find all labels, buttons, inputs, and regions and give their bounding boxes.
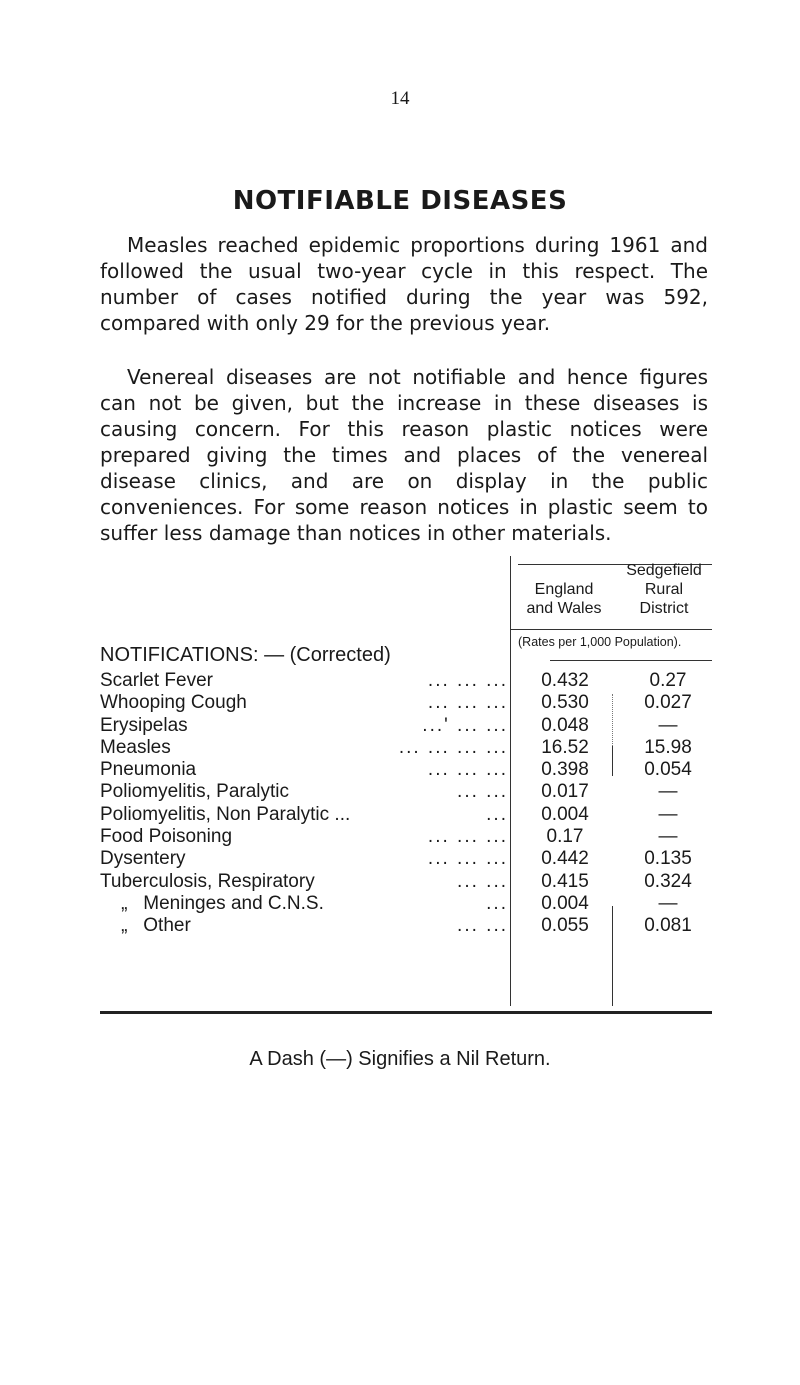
value-england: 0.442 bbox=[541, 848, 589, 870]
table-row bbox=[100, 893, 712, 915]
row-leader-dots: ... ... ... bbox=[427, 759, 508, 781]
rates-note: (Rates per 1,000 Population). bbox=[518, 635, 682, 649]
header-england-line1: England bbox=[534, 581, 594, 598]
row-leader-dots: ... ... ... bbox=[427, 670, 508, 691]
row-leader-dots: ... ... ... bbox=[427, 848, 508, 870]
row-label: Dysentery bbox=[100, 848, 186, 870]
row-label: Poliomyelitis, Non Paralytic ... bbox=[100, 803, 351, 825]
row-leader-dots: ...' ... ... bbox=[422, 714, 508, 736]
column-divider-right-faint bbox=[612, 694, 613, 746]
table-row bbox=[100, 826, 712, 848]
row-label: Pneumonia bbox=[100, 759, 197, 781]
value-sedgefield: 0.324 bbox=[644, 870, 692, 892]
notifications-title: NOTIFICATIONS: — (Corrected) bbox=[100, 644, 391, 666]
row-leader-dots: ... ... bbox=[457, 915, 508, 937]
column-divider-right bbox=[612, 746, 613, 776]
row-label: Erysipelas bbox=[100, 714, 188, 736]
table-row bbox=[100, 759, 712, 781]
value-england: 0.017 bbox=[541, 781, 589, 803]
value-sedgefield: — bbox=[658, 714, 678, 736]
value-sedgefield: 0.027 bbox=[644, 692, 692, 714]
header-england-line2: and Wales bbox=[526, 600, 602, 617]
header-sedgefield-line2: Rural bbox=[644, 581, 684, 598]
value-sedgefield: 0.27 bbox=[649, 670, 687, 691]
table-row bbox=[100, 692, 712, 714]
rates-rule bbox=[550, 660, 712, 661]
value-england: 0.415 bbox=[541, 870, 589, 892]
table-row bbox=[100, 715, 712, 737]
value-england: 0.17 bbox=[546, 826, 584, 848]
header-sedgefield-line1: Sedgefield bbox=[626, 562, 702, 579]
table-body bbox=[100, 670, 712, 938]
table-row bbox=[100, 915, 712, 937]
paragraph-venereal: Venereal diseases are not notifiable and hence figures can not be given, but the increase in these diseases is causing concern. For this reason plastic notices were prepared giving the times and places of the venereal disease clinics, and are on display in the public conveniences. For some reason notices in plastic seem to suffer less damage than notices in other materials. bbox=[100, 365, 708, 545]
row-label: „ Other bbox=[100, 915, 191, 937]
value-sedgefield: 15.98 bbox=[644, 736, 692, 758]
table-row bbox=[100, 670, 712, 692]
row-label: Measles bbox=[100, 736, 171, 758]
value-england: 0.048 bbox=[541, 714, 589, 736]
row-label: „ Meninges and C.N.S. bbox=[100, 892, 324, 914]
header-sedgefield-line3: District bbox=[639, 600, 689, 617]
row-leader-dots: ... ... bbox=[457, 781, 508, 803]
value-sedgefield: 0.135 bbox=[644, 848, 692, 870]
value-sedgefield: — bbox=[658, 826, 678, 848]
table-bottom-rule bbox=[100, 1011, 712, 1014]
row-label: Food Poisoning bbox=[100, 826, 233, 848]
value-england: 0.432 bbox=[541, 670, 589, 691]
row-leader-dots: ... ... ... bbox=[427, 826, 508, 848]
paragraph-measles: Measles reached epidemic proportions during 1961 and followed the usual two-year cycle in this respect. The number of cases notified during the year was 592, compared with only 29 for the previous year. bbox=[100, 233, 708, 335]
value-england: 0.004 bbox=[541, 892, 589, 914]
row-leader-dots: ... bbox=[486, 892, 508, 914]
column-divider-right-lower bbox=[612, 906, 613, 1006]
row-leader-dots: ... ... ... bbox=[427, 692, 508, 714]
value-england: 16.52 bbox=[541, 736, 589, 758]
header-sedgefield bbox=[616, 561, 712, 618]
section-heading: NOTIFIABLE DISEASES bbox=[232, 186, 568, 216]
table-row bbox=[100, 737, 712, 759]
value-sedgefield: 0.081 bbox=[644, 915, 692, 937]
row-label: Poliomyelitis, Paralytic bbox=[100, 781, 289, 803]
row-label: Whooping Cough bbox=[100, 692, 247, 714]
header-divider-rule bbox=[510, 629, 712, 630]
value-sedgefield: — bbox=[658, 892, 678, 914]
value-sedgefield: — bbox=[658, 781, 678, 803]
table-row bbox=[100, 804, 712, 826]
value-england: 0.055 bbox=[541, 915, 589, 937]
value-england: 0.530 bbox=[541, 692, 589, 714]
value-sedgefield: — bbox=[658, 803, 678, 825]
value-sedgefield: 0.054 bbox=[644, 759, 692, 781]
table-row bbox=[100, 871, 712, 893]
row-label: Tuberculosis, Respiratory bbox=[100, 870, 315, 892]
row-leader-dots: ... bbox=[486, 803, 508, 825]
row-label: Scarlet Fever bbox=[100, 670, 213, 691]
page-number: 14 bbox=[390, 88, 410, 109]
notifications-table bbox=[100, 556, 712, 1016]
table-row bbox=[100, 848, 712, 870]
row-leader-dots: ... ... ... ... bbox=[398, 736, 508, 758]
row-leader-dots: ... ... bbox=[457, 870, 508, 892]
table-row bbox=[100, 781, 712, 803]
value-england: 0.398 bbox=[541, 759, 589, 781]
header-england-wales bbox=[512, 580, 616, 618]
value-england: 0.004 bbox=[541, 803, 589, 825]
footnote: A Dash (—) Signifies a Nil Return. bbox=[249, 1048, 551, 1070]
